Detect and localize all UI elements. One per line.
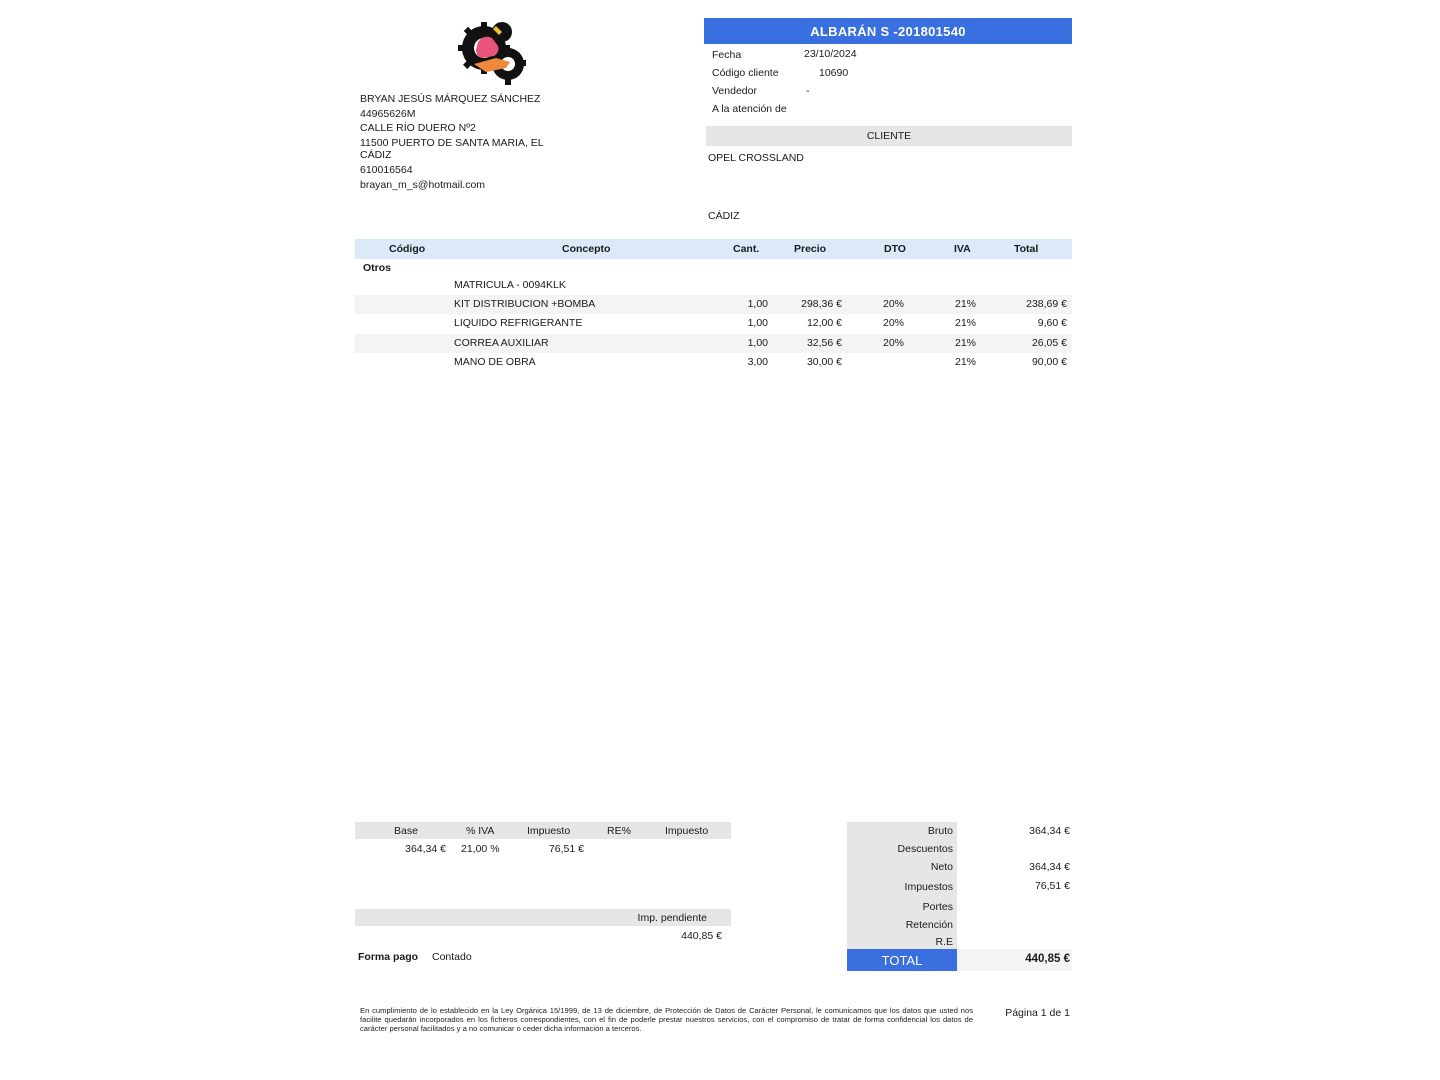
company-logo — [456, 18, 530, 86]
fecha-value: 23/10/2024 — [804, 48, 857, 60]
portes-label: Portes — [922, 901, 953, 913]
neto-label: Neto — [930, 861, 953, 873]
codigo-cliente-label: Código cliente — [712, 67, 779, 79]
line-precio: 298,36 € — [801, 298, 842, 310]
line-concepto: KIT DISTRIBUCION +BOMBA — [454, 298, 596, 310]
line-precio: 32,56 € — [806, 337, 842, 349]
tax-col-impuesto-re: Impuesto — [665, 825, 709, 837]
bruto-value: 364,34 € — [1029, 825, 1070, 837]
company-email: brayan_m_s@hotmail.com — [360, 179, 486, 191]
pendiente-value: 440,85 € — [681, 930, 722, 942]
legal-notice: En cumplimiento de lo establecido en la Ley Orgánica 15/1999, de 13 de diciembre, de Protección de Datos de Carácter Personal, le comunicamos que los datos que usted nos facilite quedarán incorporados en los ficheros correspondientes, con el fin de poderle prestar nuestros servicios, con el compromiso de tratar de forma confidencial los datos de carácter personal facilitados y a no comunicar o ceder dicha información a terceros. — [360, 1006, 973, 1033]
retencion-label: Retención — [905, 919, 953, 931]
tax-col-re: RE% — [607, 825, 631, 837]
line-dto: 20% — [883, 317, 905, 329]
col-iva: IVA — [954, 243, 971, 255]
cliente-name: OPEL CROSSLAND — [708, 152, 804, 164]
tax-col-impuesto: Impuesto — [527, 825, 571, 837]
company-province: CÁDIZ — [360, 149, 392, 161]
line-iva: 21% — [954, 298, 976, 310]
col-dto: DTO — [884, 243, 906, 255]
line-precio: 12,00 € — [806, 317, 842, 329]
vendedor-label: Vendedor — [712, 85, 757, 97]
company-phone: 610016564 — [360, 164, 413, 176]
tax-impuesto: 76,51 € — [548, 843, 584, 855]
line-total: 9,60 € — [1037, 317, 1067, 329]
vendedor-value: - — [806, 85, 810, 97]
col-concepto: Concepto — [562, 243, 611, 255]
lines-group: Otros — [363, 262, 392, 274]
line-concepto: MANO DE OBRA — [454, 356, 536, 368]
line-concepto: LIQUIDO REFRIGERANTE — [454, 317, 583, 329]
fecha-label: Fecha — [712, 49, 742, 61]
lines-note: MATRICULA - 0094KLK — [454, 279, 566, 291]
tax-col-iva: % IVA — [466, 825, 495, 837]
col-total: Total — [1014, 243, 1039, 255]
page-number: Página 1 de 1 — [1005, 1007, 1070, 1019]
company-address: CALLE RÍO DUERO Nº2 — [360, 122, 476, 134]
line-iva: 21% — [954, 356, 976, 368]
company-nif: 44965626M — [360, 108, 416, 120]
tax-col-base: Base — [394, 825, 418, 837]
total-label: TOTAL — [847, 949, 957, 971]
line-cant: 3,00 — [747, 356, 768, 368]
company-city: 11500 PUERTO DE SANTA MARIA, EL — [360, 137, 544, 149]
impuestos-value: 76,51 € — [1034, 880, 1070, 892]
line-total: 238,69 € — [1026, 298, 1067, 310]
total-value: 440,85 € — [1025, 953, 1070, 965]
line-dto: 20% — [883, 337, 905, 349]
line-iva: 21% — [954, 337, 976, 349]
line-total: 26,05 € — [1031, 337, 1067, 349]
gears-fist-icon — [456, 18, 530, 86]
tax-base: 364,34 € — [405, 843, 446, 855]
line-dto: 20% — [883, 298, 905, 310]
descuentos-label: Descuentos — [897, 843, 953, 855]
line-precio: 30,00 € — [806, 356, 842, 368]
line-total: 90,00 € — [1031, 356, 1067, 368]
cliente-province: CÁDIZ — [708, 210, 740, 222]
col-codigo: Código — [389, 243, 426, 255]
codigo-cliente-value: 10690 — [819, 67, 849, 79]
atencion-label: A la atención de — [712, 103, 787, 115]
col-precio: Precio — [794, 243, 827, 255]
bruto-label: Bruto — [927, 825, 953, 837]
neto-value: 364,34 € — [1029, 861, 1070, 873]
document-title: ALBARÁN S -201801540 — [704, 18, 1072, 44]
line-iva: 21% — [954, 317, 976, 329]
impuestos-label: Impuestos — [904, 881, 953, 893]
col-cant: Cant. — [733, 243, 760, 255]
line-concepto: CORREA AUXILIAR — [454, 337, 549, 349]
forma-pago-value: Contado — [432, 951, 472, 963]
cliente-header: CLIENTE — [706, 126, 1072, 146]
line-cant: 1,00 — [747, 317, 768, 329]
pendiente-label: Imp. pendiente — [637, 912, 707, 924]
forma-pago-label: Forma pago — [358, 951, 419, 963]
re-label: R.E — [935, 936, 953, 948]
line-cant: 1,00 — [747, 298, 768, 310]
company-name: BRYAN JESÚS MÁRQUEZ SÁNCHEZ — [360, 93, 541, 105]
line-cant: 1,00 — [747, 337, 768, 349]
tax-iva: 21,00 % — [461, 843, 500, 855]
